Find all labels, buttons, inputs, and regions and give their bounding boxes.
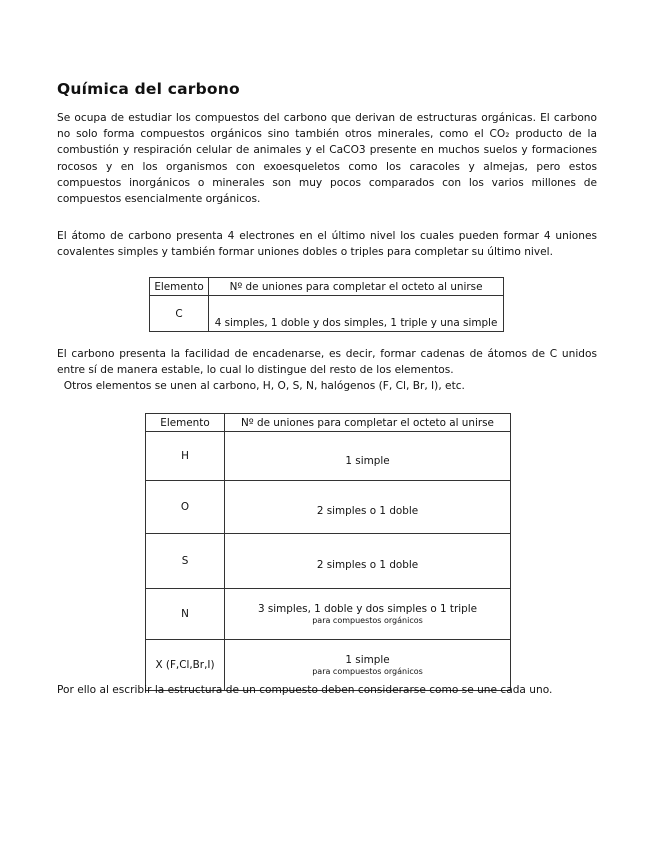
intro-text: Se ocupa de estudiar los compuestos del carbono que derivan de estructuras orgánicas. El carbono no solo forma compuestos orgánicos sino también otros minerales, como el CO₂ producto de la combustión y respiración celular de animales y el CaCO3 presente en muchos suelos y formaciones rocosos y en los organismos con exoesqueletos como los caracoles y almejas, pero estos compuestos inorgánicos o minerales son muy pocos comparados con los varios millones de compuestos esencialmente orgánicos. [57,112,597,206]
chaining-paragraph [57,346,597,395]
elements-bonds-table [145,413,511,691]
table-header-row [146,414,511,432]
cell-element: H [146,432,225,481]
cell-bonds [225,534,511,589]
table-row [146,589,511,640]
cell-bonds [225,432,511,481]
bonds-value: 2 simples o 1 doble [316,505,419,517]
carbon-electrons-text: El átomo de carbono presenta 4 electrones en el último nivel los cuales pueden formar 4 uniones covalentes simples y también formar uniones dobles o triples para completar su último nivel. [57,230,597,259]
header-bonds: Nº de uniones para completar el octeto al unirse [225,414,511,432]
table-header-row [150,278,504,296]
bonds-note: para compuestos orgánicos [312,666,423,676]
header-element: Elemento [146,414,225,432]
cell-bonds [225,481,511,534]
header-bonds: Nº de uniones para completar el octeto al unirse [209,278,504,296]
bonds-value: 3 simples, 1 doble y dos simples o 1 triple [257,602,478,615]
table-row [146,534,511,589]
cell-element: X (F,Cl,Br,I) [146,640,225,691]
table-row [146,432,511,481]
cell-element: C [150,296,209,332]
cell-element: O [146,481,225,534]
carbon-electrons-paragraph [57,228,597,260]
cell-element: N [146,589,225,640]
intro-paragraph [57,110,597,207]
bonds-note: para compuestos orgánicos [312,615,423,625]
closing-paragraph [57,682,597,698]
other-elements-text: Otros elementos se unen al carbono, H, O, S, N, halógenos (F, Cl, Br, I), etc. [57,380,465,393]
bonds-value: 2 simples o 1 doble [316,559,419,571]
closing-text: Por ello al escribir la estructura de un compuesto deben considerarse como se une cada uno. [57,684,553,696]
cell-bonds: 4 simples, 1 doble y dos simples, 1 triple y una simple [209,296,504,332]
cell-element: S [146,534,225,589]
chaining-text: El carbono presenta la facilidad de encadenarse, es decir, formar cadenas de átomos de C unidos entre sí de manera estable, lo cual lo distingue del resto de los elementos. [57,348,597,377]
bonds-value: 1 simple [345,653,390,666]
header-element: Elemento [150,278,209,296]
page-title: Química del carbono [57,80,240,98]
table-row [146,481,511,534]
cell-bonds [225,589,511,640]
carbon-bonds-table [149,277,504,332]
table-row [150,296,504,332]
bonds-value: 1 simple [345,455,390,467]
